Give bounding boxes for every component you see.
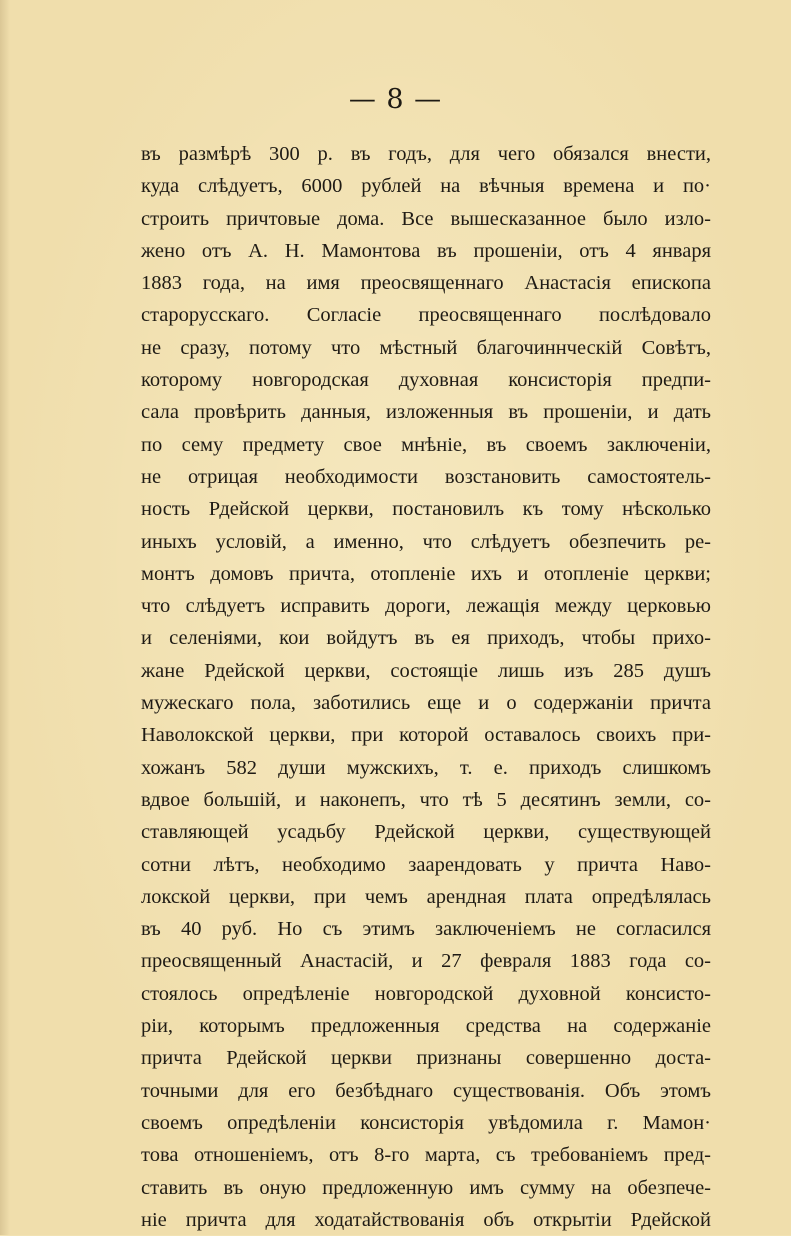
text-line: ность Рдейской церкви, постановилъ къ тому нѣсколько: [141, 498, 711, 521]
text-line: и селеніями, кои войдутъ въ ея приходъ, чтобы прихо-: [141, 627, 711, 650]
text-line: куда слѣдуетъ, 6000 рублей на вѣчныя времена и по·: [141, 175, 711, 198]
text-line: что слѣдуетъ исправить дороги, лежащія между церковью: [141, 595, 711, 618]
text-line: вдвое большій, и наконепъ, что тѣ 5 десятинъ земли, со-: [141, 788, 711, 811]
text-line: хожанъ 582 души мужскихъ, т. е. приходъ слишкомъ: [141, 756, 711, 779]
page-edge-shadow: [0, 0, 10, 1235]
text-line: Наволокской церкви, при которой оставалось своихъ при-: [141, 724, 711, 747]
text-line: точными для его безбѣднаго существованія. Объ этомъ: [141, 1079, 711, 1102]
text-line: не отрицая необходимости возстановить самостоятель-: [141, 465, 711, 488]
text-line: своемъ опредѣленіи консисторія увѣдомила г. Мамон·: [141, 1111, 711, 1134]
text-line: иныхъ условій, а именно, что слѣдуетъ обезпечить ре-: [141, 530, 711, 553]
text-line: стоялось опредѣленіе новгородской духовной консисто-: [141, 982, 711, 1005]
text-line: 1883 года, на имя преосвященнаго Анастасія епископа: [141, 272, 711, 295]
text-line: сала провѣрить данныя, изложенныя въ прошеніи, и дать: [141, 401, 711, 424]
text-line: локской церкви, при чемъ арендная плата опредѣлялась: [141, 885, 711, 908]
text-line: ставить въ оную предложенную имъ сумму на обезпече-: [141, 1176, 711, 1199]
text-line: мужескаго пола, заботились еще и о содержаніи причта: [141, 692, 711, 715]
text-line: ніе причта для ходатайствованія объ открытіи Рдейской: [141, 1208, 711, 1231]
text-line: жено отъ А. Н. Мамонтова въ прошеніи, отъ 4 января: [141, 239, 711, 262]
body-text: [141, 138, 711, 1236]
text-line: това отношеніемъ, отъ 8-го марта, съ требованіемъ пред-: [141, 1144, 711, 1167]
text-line: которому новгородская духовная консисторія предпи-: [141, 369, 711, 392]
text-line: преосвященный Анастасій, и 27 февраля 1883 года со-: [141, 950, 711, 973]
text-line: въ 40 руб. Но съ этимъ заключеніемъ не согласился: [141, 918, 711, 941]
text-line: строить причтовые дома. Все вышесказанное было изло-: [141, 207, 711, 230]
text-line: ставляющей усадьбу Рдейской церкви, существующей: [141, 821, 711, 844]
text-line: сотни лѣтъ, необходимо заарендовать у причта Наво-: [141, 853, 711, 876]
text-line: ріи, которымъ предложенныя средства на содержаніе: [141, 1015, 711, 1038]
text-line: причта Рдейской церкви признаны совершенно доста-: [141, 1047, 711, 1070]
text-line: жане Рдейской церкви, состоящіе лишь изъ 285 душъ: [141, 659, 711, 682]
text-line: старорусскаго. Согласіе преосвященнаго послѣдовало: [141, 304, 711, 327]
page-number: — 8 —: [348, 84, 443, 115]
text-line: въ размѣрѣ 300 р. въ годъ, для чего обязался внести,: [141, 143, 711, 165]
text-line: не сразу, потому что мѣстный благочиннческій Совѣтъ,: [141, 336, 711, 359]
text-line: по сему предмету свое мнѣніе, въ своемъ заключеніи,: [141, 433, 711, 456]
text-line: монтъ домовъ причта, отопленіе ихъ и отопленіе церкви;: [141, 562, 711, 585]
